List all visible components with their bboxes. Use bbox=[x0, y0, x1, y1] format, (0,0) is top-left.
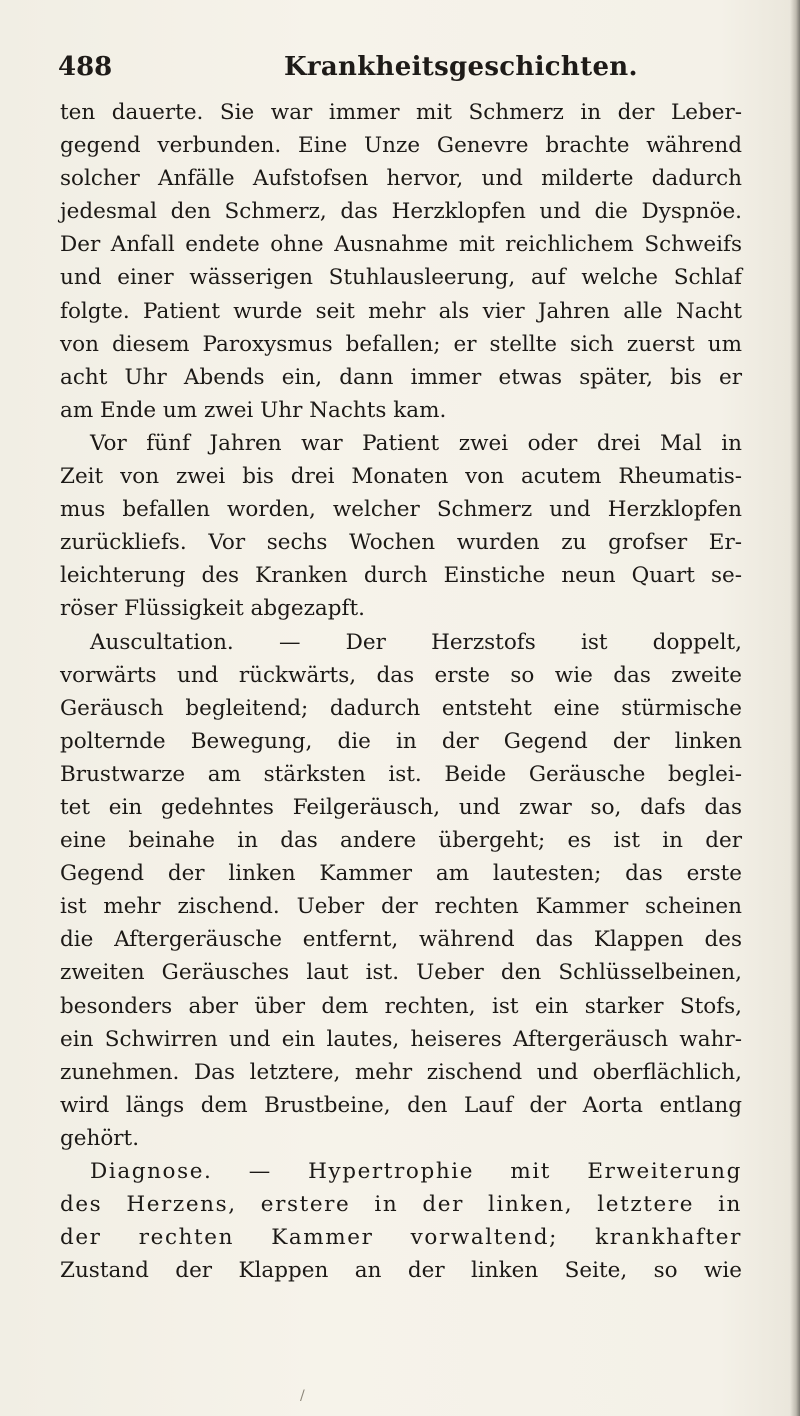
text-line: besonders aber über dem rechten, ist ein starker Stofs, bbox=[60, 993, 742, 1019]
text-line: mus befallen worden, welcher Schmerz und Herzklopfen bbox=[60, 497, 742, 523]
text-line: Brustwarze am stärksten ist. Beide Geräusche beglei- bbox=[60, 761, 742, 787]
page-header bbox=[58, 52, 758, 92]
text-line: ein Schwirren und ein lautes, heiseres Aftergeräusch wahr- bbox=[60, 1026, 742, 1052]
text-line: Auscultation. — Der Herzstofs ist doppelt, bbox=[90, 629, 742, 655]
text-line: ist mehr zischend. Ueber der rechten Kammer scheinen bbox=[60, 894, 742, 920]
text-line: die Aftergeräusche entfernt, während das Klappen des bbox=[60, 927, 742, 953]
text-line: ten dauerte. Sie war immer mit Schmerz in der Leber- bbox=[60, 100, 742, 125]
text-line: Gegend der linken Kammer am lautesten; das erste bbox=[60, 861, 742, 887]
text-line: leichterung des Kranken durch Einstiche neun Quart se- bbox=[60, 563, 742, 589]
text-line: Geräusch begleitend; dadurch entsteht eine stürmische bbox=[60, 695, 742, 721]
text-line: tet ein gedehntes Feilgeräusch, und zwar so, dafs das bbox=[60, 794, 742, 820]
text-line: jedesmal den Schmerz, das Herzklopfen und die Dyspnöe. bbox=[60, 199, 742, 225]
text-line: vorwärts und rückwärts, das erste so wie das zweite bbox=[60, 662, 742, 688]
text-line: folgte. Patient wurde seit mehr als vier Jahren alle Nacht bbox=[60, 298, 742, 324]
text-line: zweiten Geräusches laut ist. Ueber den Schlüsselbeinen, bbox=[60, 960, 742, 986]
text-line: zurückliefs. Vor sechs Wochen wurden zu grofser Er- bbox=[60, 530, 742, 556]
text-line: Zustand der Klappen an der linken Seite, so wie bbox=[60, 1258, 742, 1284]
text-line: zunehmen. Das letztere, mehr zischend und oberflächlich, bbox=[60, 1059, 742, 1085]
text-line: acht Uhr Abends ein, dann immer etwas später, bis er bbox=[60, 364, 742, 390]
text-line: Der Anfall endete ohne Ausnahme mit reichlichem Schweifs bbox=[60, 232, 742, 258]
text-line: der rechten Kammer vorwaltend; krankhafter bbox=[60, 1225, 742, 1251]
text-line: wird längs dem Brustbeine, den Lauf der Aorta entlang bbox=[60, 1092, 742, 1118]
page-number: 488 bbox=[58, 52, 113, 82]
page-edge-shadow bbox=[790, 0, 800, 1416]
text-line: von diesem Paroxysmus befallen; er stellte sich zuerst um bbox=[60, 331, 742, 357]
body-text bbox=[60, 96, 742, 1287]
text-line: polternde Bewegung, die in der Gegend der linken bbox=[60, 728, 742, 754]
text-line: am Ende um zwei Uhr Nachts kam. bbox=[60, 397, 447, 423]
text-line: des Herzens, erstere in der linken, letztere in bbox=[60, 1192, 742, 1218]
text-line: Diagnose. — Hypertrophie mit Erweiterung bbox=[90, 1159, 742, 1184]
running-head: Krankheitsgeschichten. bbox=[284, 52, 638, 82]
print-mark: / bbox=[300, 1388, 305, 1404]
text-line: gegend verbunden. Eine Unze Genevre brachte während bbox=[60, 133, 742, 159]
text-line: solcher Anfälle Aufstofsen hervor, und milderte dadurch bbox=[60, 166, 742, 192]
text-line: eine beinahe in das andere übergeht; es ist in der bbox=[60, 828, 742, 854]
text-line: röser Flüssigkeit abgezapft. bbox=[60, 596, 365, 622]
text-line: Zeit von zwei bis drei Monaten von acutem Rheumatis- bbox=[60, 464, 742, 490]
text-line: und einer wässerigen Stuhlausleerung, auf welche Schlaf bbox=[60, 265, 742, 291]
text-line: Vor fünf Jahren war Patient zwei oder drei Mal in bbox=[90, 430, 742, 456]
text-line: gehört. bbox=[60, 1125, 140, 1151]
